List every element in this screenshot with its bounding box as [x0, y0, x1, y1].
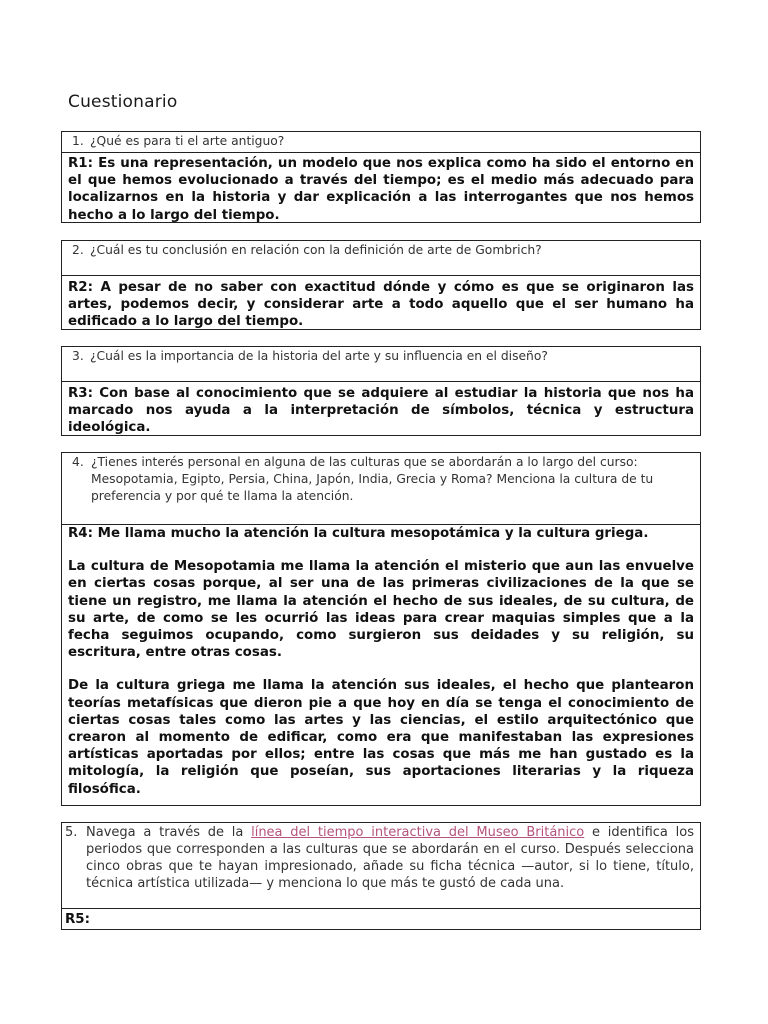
question-text: ¿Cuál es tu conclusión en relación con la definición de arte de Gombrich?: [90, 243, 542, 257]
question-text: [86, 824, 694, 892]
question-box-2: [61, 240, 701, 330]
question-number: 3.: [72, 349, 84, 363]
question-text-after-link: e identifica los periodos que corresponden a las culturas que se abordarán en el curso. Después selecciona cinco obras que te hayan impresionado, añade su ficha técnica —autor, si lo tiene, título, técnica artística utilizada— y menciona lo que más te gustó de cada una.: [86, 825, 694, 891]
question-box-3: [61, 346, 701, 436]
question-box-5: [61, 822, 701, 930]
question-row-1: [62, 132, 700, 153]
answer-text: Me llama mucho la atención la cultura mesopotámica y la cultura griega.: [97, 526, 649, 541]
answer-label: R2:: [68, 280, 93, 295]
question-text-before-link: Navega a través de la: [86, 825, 244, 840]
answer-paragraph-mesopotamia: La cultura de Mesopotamia me llama la atención el misterio que aun las envuelve en ciertas cosas porque, al ser una de las primeras civilizaciones de la que se tiene un registro, me llama la atención el hecho de sus ideales, de su cultura, de su arte, de como se les ocurrió las ideas para crear maquias simples que a la fecha seguimos ocupando, como surgieron sus deidades y su religión, su escritura, entre otras cosas.: [68, 559, 694, 661]
page-title: Cuestionario: [68, 92, 178, 112]
answer-row-5: [62, 909, 700, 928]
question-row-5: [62, 823, 700, 909]
question-number: 4.: [72, 455, 84, 469]
question-row-4: [62, 453, 700, 525]
question-number: 1.: [72, 134, 84, 148]
answer-text: A pesar de no saber con exactitud dónde y cómo es que se originaron las artes, podemos decir, y considerar arte a todo aquello que el ser humano ha edificado a lo largo del tiempo.: [68, 280, 694, 330]
answer-row-2: [62, 276, 700, 331]
answer-label: R3:: [68, 386, 93, 401]
question-row-3: [62, 347, 700, 382]
answer-text: Es una representación, un modelo que nos explica como ha sido el entorno en el que hemos evolucionado a través del tiempo; es el medio más adecuado para localizarnos en la historia y dar explicación a las interrogantes que nos hemos hecho a lo largo del tiempo.: [68, 156, 694, 223]
answer-row-4: [62, 525, 700, 798]
answer-row-1: [62, 153, 700, 224]
british-museum-timeline-link[interactable]: línea del tiempo interactiva del Museo Británico: [251, 825, 585, 840]
answer-label: R5:: [65, 912, 90, 927]
question-box-1: [61, 131, 701, 223]
question-number: 2.: [72, 243, 84, 257]
answer-label: R4:: [68, 526, 93, 541]
question-text: ¿Qué es para ti el arte antiguo?: [90, 134, 285, 148]
answer-text: Con base al conocimiento que se adquiere al estudiar la historia que nos ha marcado nos ayuda a la interpretación de símbolos, técnica y estructura ideológica.: [68, 386, 694, 436]
question-text: ¿Cuál es la importancia de la historia del arte y su influencia en el diseño?: [90, 349, 548, 363]
question-box-4: [61, 452, 701, 806]
answer-paragraph-grecia: De la cultura griega me llama la atención sus ideales, el hecho que plantearon teorías metafísicas que dieron pie a que hoy en día se tenga el conocimiento de ciertas cosas tales como las artes y las ciencias, el estilo arquitectónico que crearon al momento de edificar, como era que manifestaban las expresiones artísticas aportadas por ellos; entre las cosas que más me han gustado es la mitología, la religión que poseían, sus aportaciones literarias y la riqueza filosófica.: [68, 678, 694, 797]
question-number: 5.: [65, 825, 78, 840]
question-row-2: [62, 241, 700, 276]
answer-row-3: [62, 382, 700, 437]
answer-label: R1:: [68, 156, 93, 171]
question-text: ¿Tienes interés personal en alguna de las culturas que se abordarán a lo largo del curso: Mesopotamia, Egipto, Persia, China, Japón, India, Grecia y Roma? Menciona la cultura de tu preferencia y por qué te llama la atención.: [91, 455, 654, 503]
